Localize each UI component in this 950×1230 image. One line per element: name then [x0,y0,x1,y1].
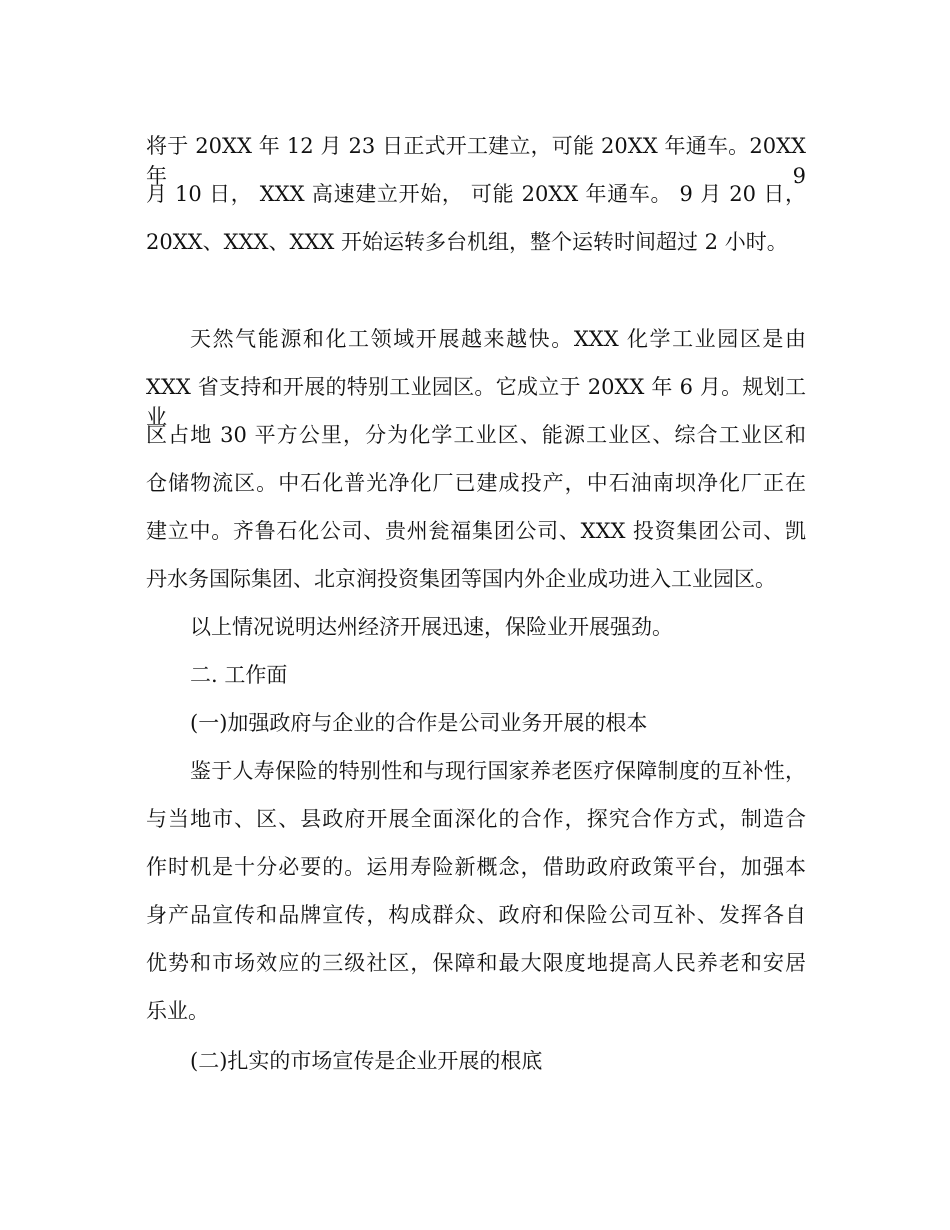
body-text-line: 仓储物流区。中石化普光净化厂已建成投产，中石油南坝净化厂正在 [146,471,806,495]
section-heading: 二. 工作面 [190,663,288,687]
subsection-heading: (一)加强政府与企业的合作是公司业务开展的根本 [190,711,648,735]
subsection-heading: (二)扎实的市场宣传是企业开展的根底 [190,1049,543,1073]
body-text-line: 天然气能源和化工领域开展越来越快。XXX 化学工业园区是由 [190,327,806,351]
body-text-line: 身产品宣传和品牌宣传，构成群众、政府和保险公司互补、发挥各自 [146,903,806,927]
body-text-line: XXX 省支持和开展的特别工业园区。它成立于 20XX 年 6 月。规划工业 [146,375,806,429]
body-text-line: 月 10 日， XXX 高速建立开始， 可能 20XX 年通车。 9 月 20 日， [146,182,806,206]
body-text-line: 乐业。 [146,999,209,1023]
body-text-line: 区占地 30 平方公里，分为化学工业区、能源工业区、综合工业区和 [146,423,806,447]
body-text-line: 以上情况说明达州经济开展迅速，保险业开展强劲。 [190,615,673,639]
body-text-line: 丹水务国际集团、北京润投资集团等国内外企业成功进入工业园区。 [146,567,776,591]
body-text-line: 鉴于人寿保险的特别性和与现行国家养老医疗保障制度的互补性， [190,759,806,783]
body-text-line: 将于 20XX 年 12 月 23 日正式开工建立，可能 20XX 年通车。20XX 年 9 [146,134,806,188]
body-text-line: 优势和市场效应的三级社区，保障和最大限度地提高人民养老和安居 [146,951,806,975]
body-text-line: 20XX、XXX、XXX 开始运转多台机组，整个运转时间超过 2 小时。 [146,230,788,254]
body-text-line: 建立中。齐鲁石化公司、贵州瓮福集团公司、XXX 投资集团公司、凯 [146,519,806,543]
body-text-line: 作时机是十分必要的。运用寿险新概念，借助政府政策平台，加强本 [146,855,806,879]
body-text-line: 与当地市、区、县政府开展全面深化的合作，探究合作方式，制造合 [146,807,806,831]
